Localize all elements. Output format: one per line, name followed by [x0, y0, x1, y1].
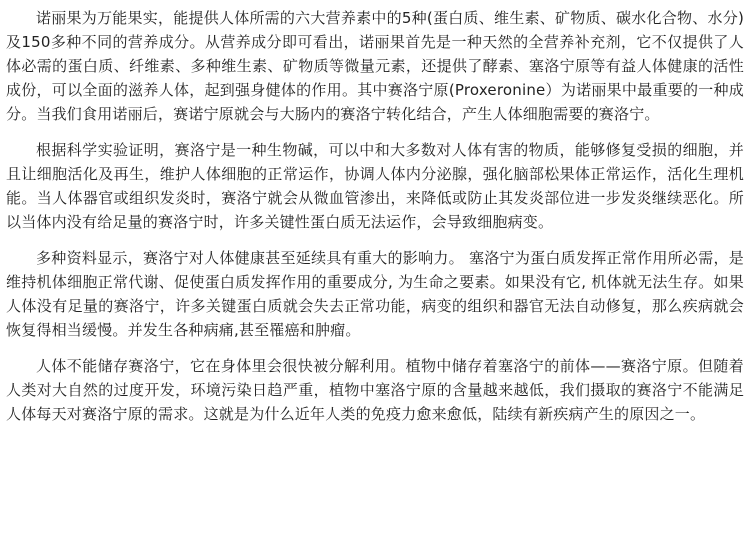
paragraph-noni-nutrition: 诺丽果为万能果实，能提供人体所需的六大营养素中的5种(蛋白质、维生素、矿物质、碳水化合物、水分)及150多种不同的营养成分。从营养成分即可看出，诺丽果首先是一种天然的全营养补充剂，它不仅提供了人体必需的蛋白质、纤维素、多种维生素、矿物质等微量元素，还提供了酵素、塞洛宁原等有益人体健康的活性成份，可以全面的滋养人体，起到强身健体的作用。其中赛洛宁原(Proxeronine）为诺丽果中最重要的一种成分。当我们食用诺丽后，赛诺宁原就会与大肠内的赛洛宁转化结合，产生人体细胞需要的赛洛宁。 [6, 9, 744, 123]
paragraph-xeronine-storage: 人体不能储存赛洛宁，它在身体里会很快被分解利用。植物中储存着塞洛宁的前体——赛洛宁原。但随着人类对大自然的过度开发，环境污染日趋严重，植物中塞洛宁原的含量越来越低，我们摄取的赛洛宁不能满足人体每天对赛洛宁原的需求。这就是为什么近年人类的免疫力愈来愈低，陆续有新疾病产生的原因之一。 [6, 357, 744, 423]
paragraph-xeronine-importance: 多种资料显示，赛洛宁对人体健康甚至延续具有重大的影响力。 塞洛宁为蛋白质发挥正常作用所必需，是维持机体细胞正常代谢、促使蛋白质发挥作用的重要成分, 为生命之要素。如果没有它, 机体就无法生存。如果人体没有足量的赛洛宁，许多关键蛋白质就会失去正常功能，病变的组织和器官无法自动修复，那么疾病就会恢复得相当缓慢。并发生各种病痛,甚至罹癌和肿瘤。 [6, 249, 744, 339]
paragraph-xeronine-research: 根据科学实验证明，赛洛宁是一种生物碱，可以中和大多数对人体有害的物质，能够修复受损的细胞，并且让细胞活化及再生，维护人体细胞的正常运作，协调人体内分泌腺，强化脑部松果体正常运作，活化生理机能。当人体器官或组织发炎时，赛洛宁就会从微血管渗出，来降低或防止其发炎部位进一步发炎继续恶化。所以当体内没有给足量的赛洛宁时，许多关键性蛋白质无法运作，会导致细胞病变。 [6, 141, 744, 231]
